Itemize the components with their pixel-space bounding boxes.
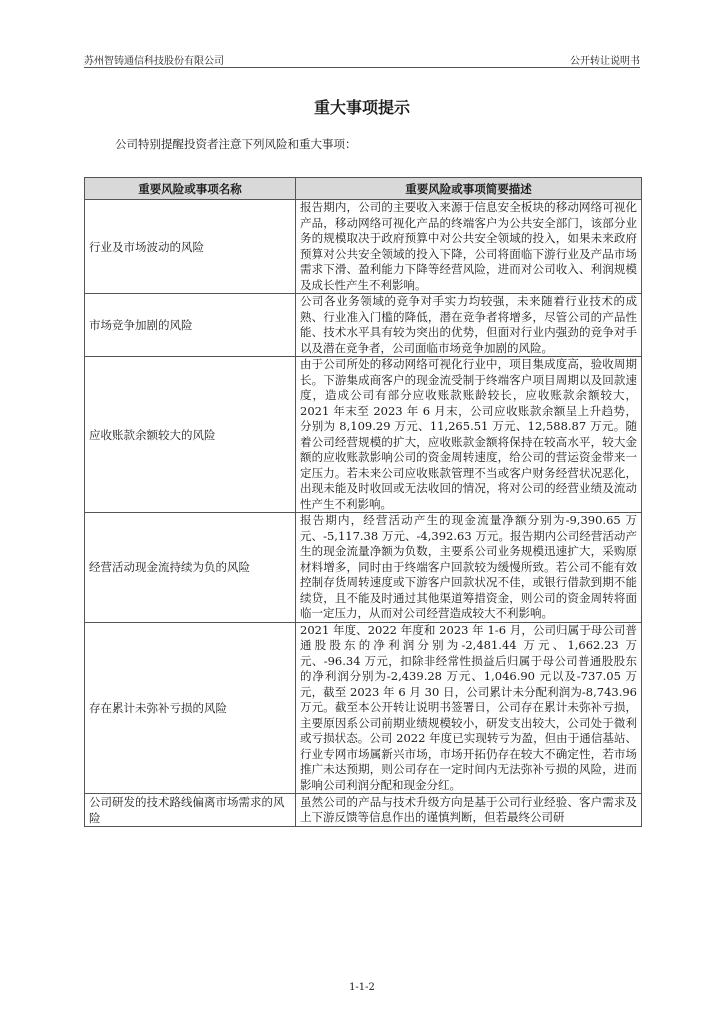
column-header-risk-description: 重要风险或事项简要描述 (296, 178, 642, 200)
table-row (85, 200, 642, 294)
table-row (85, 794, 642, 827)
table-header-row (85, 178, 642, 200)
risk-description-cell: 虽然公司的产品与技术升级方向是基于公司行业经验、客户需求及上下游反馈等信息作出的谨慎判断，但若最终公司研 (296, 794, 642, 827)
risk-description-cell: 报告期内，经营活动产生的现金流量净额分别为-9,390.65 万元、-5,117.38 万元、-4,392.63 万元。报告期内公司经营活动产生的现金流量净额为负数，主要系公司业务规模迅速扩大，采购原材料增多，同时由于终端客户回款较为缓慢所致。若公司不能有效控制存货周转速度或下游客户回款状况不佳，或银行借款到期不能续贷，且不能及时通过其他渠道筹措资金，则公司的资金周转将面临一定压力，从而对公司经营造成较大不利影响。 (296, 513, 642, 623)
risk-name-cell: 公司研发的技术路线偏离市场需求的风险 (85, 794, 296, 827)
header-company-name: 苏州智铸通信科技股份有限公司 (84, 56, 224, 67)
table-row (85, 622, 642, 794)
page-number: 1-1-2 (349, 982, 375, 993)
page-title: 重大事项提示 (313, 98, 410, 117)
column-header-risk-name: 重要风险或事项名称 (85, 178, 296, 200)
header-document-type: 公开转让说明书 (570, 56, 640, 67)
risk-description-cell: 报告期内，公司的主要收入来源于信息安全板块的移动网络可视化产品，移动网络可视化产品的终端客户为公共安全部门，该部分业务的规模取决于政府预算中对公共安全领域的投入，如果未来政府预算对公共安全领域的投入下降，公司将面临下游行业及产品市场需求下滑、盈利能力下降等经营风险，进而对公司收入、利润规模及成长性产生不利影响。 (296, 200, 642, 294)
table-row (85, 357, 642, 513)
risk-name-cell: 存在累计未弥补亏损的风险 (85, 622, 296, 794)
risk-description-cell: 公司各业务领域的竞争对手实力均较强，未来随着行业技术的成熟、行业准入门槛的降低，潜在竞争者将增多，尽管公司的产品性能、技术水平具有较为突出的优势，但面对行业内强劲的竞争对手以及潜在竞争者，公司面临市场竞争加剧的风险。 (296, 294, 642, 357)
risk-name-cell: 行业及市场波动的风险 (85, 200, 296, 294)
risk-description-cell: 2021 年度、2022 年度和 2023 年 1-6 月，公司归属于母公司普通股股东的净利润分别为-2,481.44 万元、1,662.23 万元、-96.34 万元，扣除非经常性损益后归属于母公司普通股股东的净利润分别为-2,439.28 万元、1,046.90 元以及-737.05 万元，截至 2023 年 6 月 30 日，公司累计未分配利润为-8,743.96 万元。截至本公开转让说明书签署日，公司存在累计未弥补亏损，主要原因系公司前期业绩规模较小，研发支出较大，公司处于微利或亏损状态。公司 2022 年度已实现转亏为盈，但由于通信基站、行业专网市场属新兴市场，市场开拓仍存在较大不确定性，若市场推广未达预期，则公司存在一定时间内无法弥补亏损的风险，进而影响公司利润分配和现金分红。 (296, 622, 642, 794)
table-row (85, 294, 642, 357)
page-header (84, 50, 640, 68)
risk-table (84, 177, 642, 827)
risk-name-cell: 经营活动现金流持续为负的风险 (85, 513, 296, 623)
risk-name-cell: 市场竞争加剧的风险 (85, 294, 296, 357)
intro-paragraph: 公司特别提醒投资者注意下列风险和重大事项： (115, 137, 357, 151)
table-row (85, 513, 642, 623)
risk-description-cell: 由于公司所处的移动网络可视化行业中，项目集成度高，验收周期长。下游集成商客户的现金流受制于终端客户项目周期以及回款速度，造成公司有部分应收账款账龄较长，应收账款余额较大，2021 年末至 2023 年 6 月末，公司应收账款余额呈上升趋势，分别为 8,109.29 万元、11,265.51 万元、12,588.87 万元。随着公司经营规模的扩大，应收账款金额将保持在较高水平，较大金额的应收账款影响公司的资金周转速度，给公司的营运资金带来一定压力。若未来公司应收账款管理不当或客户财务经营状况恶化，出现未能及时收回或无法收回的情况，将对公司的经营业绩及流动性产生不利影响。 (296, 357, 642, 513)
risk-name-cell: 应收账款余额较大的风险 (85, 357, 296, 513)
